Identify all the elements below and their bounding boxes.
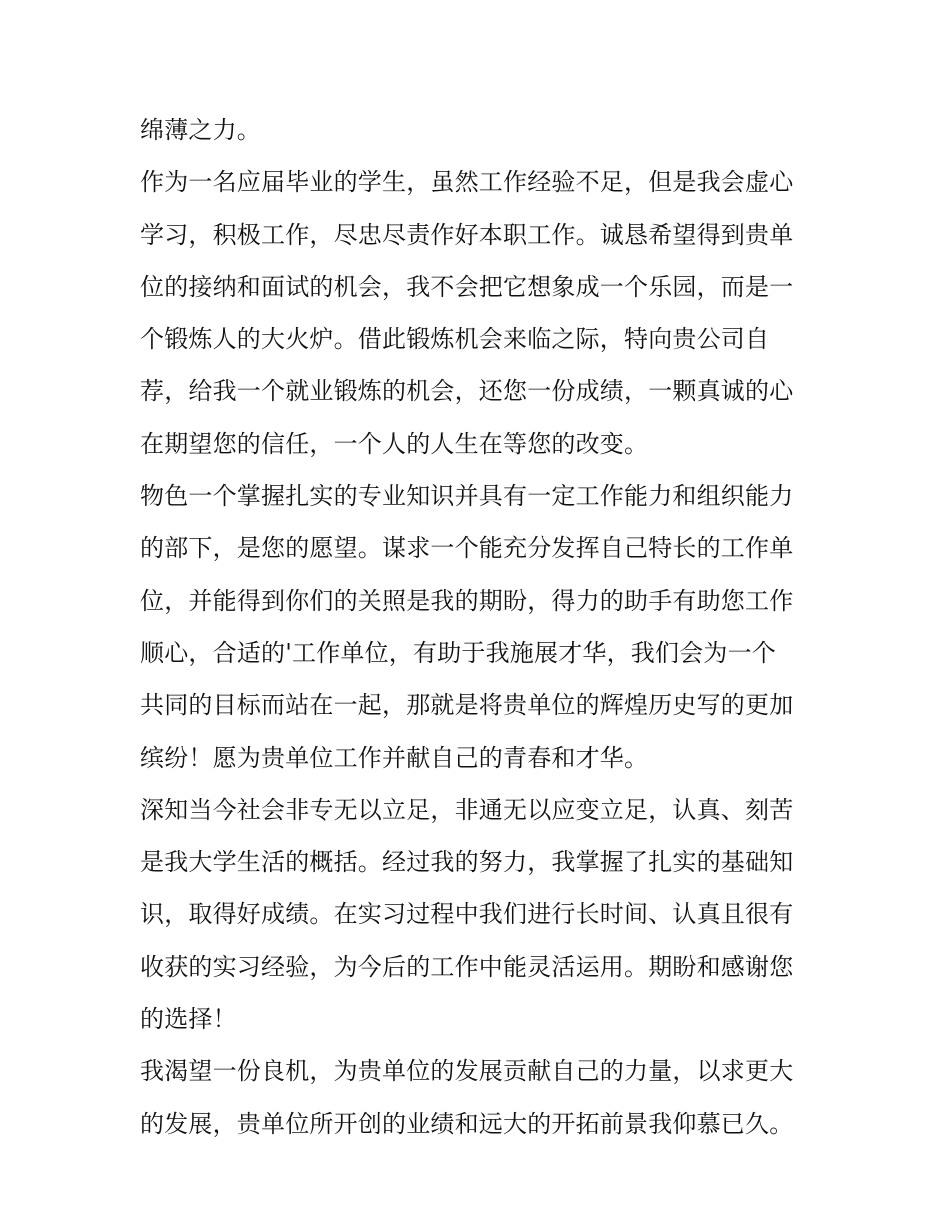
text-line: 的部下，是您的愿望。谋求一个能充分发挥自己特长的工作单 xyxy=(140,534,794,563)
text-line: 顺心，合适的'工作单位，有助于我施展才华，我们会为一个 xyxy=(140,638,776,667)
text-line: 位的接纳和面试的机会，我不会把它想象成一个乐园，而是一 xyxy=(140,272,794,301)
text-line: 在期望您的信任，一个人的人生在等您的改变。 xyxy=(140,429,649,458)
document-body xyxy=(140,104,820,1150)
text-line: 的发展，贵单位所开创的业绩和远大的开拓前景我仰慕已久。 xyxy=(140,1109,794,1138)
text-line: 荐，给我一个就业锻炼的机会，还您一份成绩，一颗真诚的心 xyxy=(140,377,794,406)
text-line: 是我大学生活的概括。经过我的努力，我掌握了扎实的基础知 xyxy=(140,848,794,877)
text-line: 绵薄之力。 xyxy=(140,116,261,144)
text-line: 作为一名应届毕业的学生，虽然工作经验不足，但是我会虚心 xyxy=(140,168,794,197)
text-line: 收获的实习经验，为今后的工作中能灵活运用。期盼和感谢您 xyxy=(140,952,794,981)
text-line: 个锻炼人的大火炉。借此锻炼机会来临之际，特向贵公司自 xyxy=(140,325,770,354)
text-line: 缤纷！愿为贵单位工作并献自己的青春和才华。 xyxy=(140,743,649,772)
text-line: 共同的目标而站在一起，那就是将贵单位的辉煌历史写的更加 xyxy=(140,691,794,720)
text-line: 识，取得好成绩。在实习过程中我们进行长时间、认真且很有 xyxy=(140,900,794,929)
text-line: 学习，积极工作，尽忠尽责作好本职工作。诚恳希望得到贵单 xyxy=(140,220,794,249)
text-line: 深知当今社会非专无以立足，非通无以应变立足，认真、刻苦 xyxy=(140,795,794,824)
text-line: 我渴望一份良机，为贵单位的发展贡献自己的力量，以求更大 xyxy=(140,1057,794,1086)
text-line: 位，并能得到你们的关照是我的期盼，得力的助手有助您工作 xyxy=(140,586,794,615)
text-line: 物色一个掌握扎实的专业知识并具有一定工作能力和组织能力 xyxy=(140,482,794,511)
text-line: 的选择！ xyxy=(140,1005,237,1034)
